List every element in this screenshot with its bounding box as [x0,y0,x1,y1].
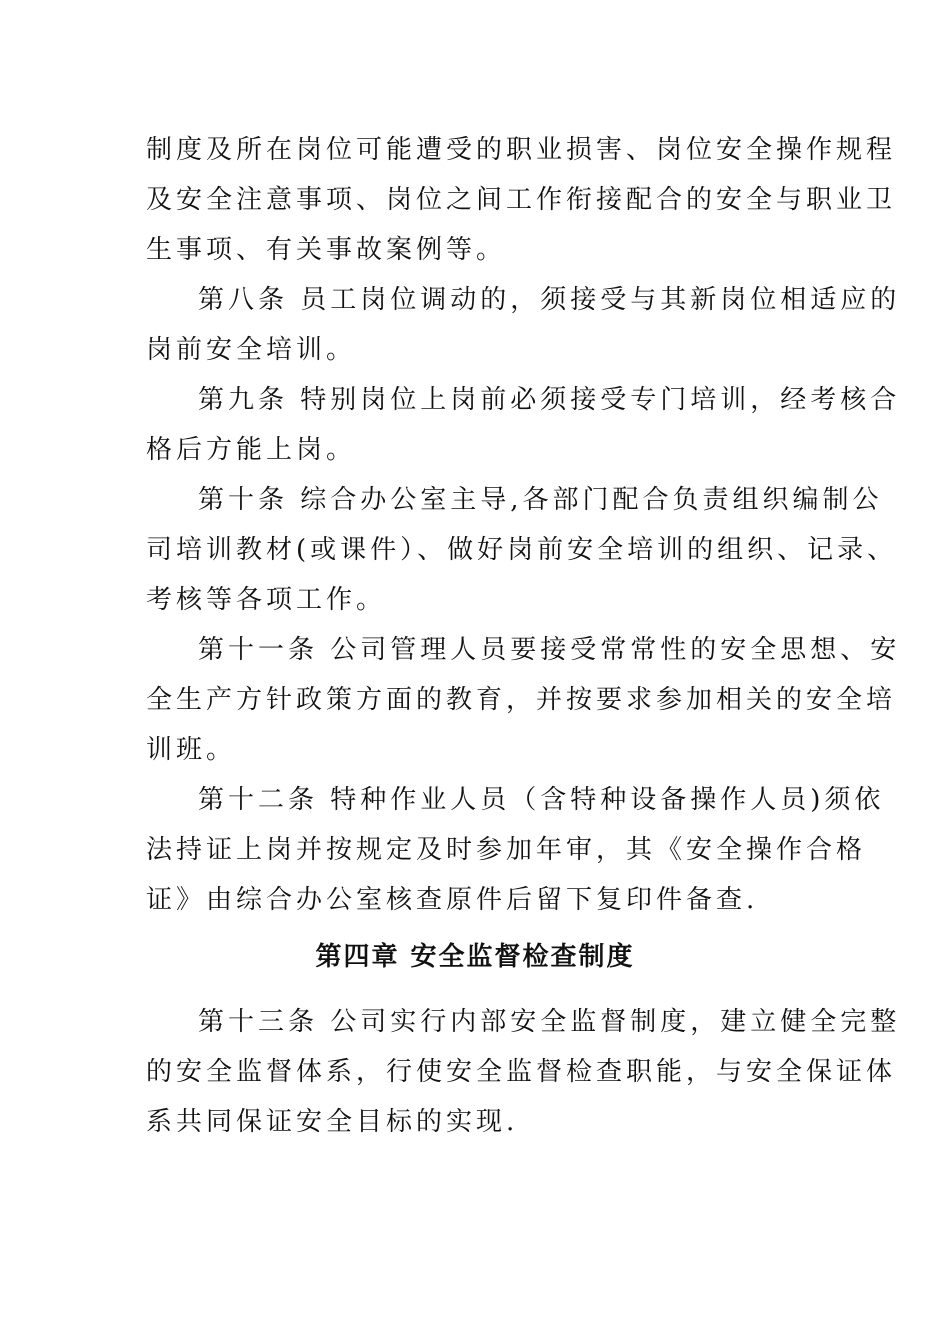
chapter-heading: 第四章 安全监督检查制度 [315,942,635,972]
article-8-line: 岗前安全培训。 [146,335,357,365]
article-9-line: 第九条 特别岗位上岗前必须接受专门培训，经考核合 [198,385,901,415]
article-12-line: 证》由综合办公室核查原件后留下复印件备查. [146,885,759,915]
article-13-line: 系共同保证安全目标的实现. [146,1107,519,1137]
article-10-line: 司培训教材(或课件）、做好岗前安全培训的组织、记录、 [146,535,898,565]
article-8-line: 第八条 员工岗位调动的，须接受与其新岗位相适应的 [198,285,901,315]
article-11-line: 全生产方针政策方面的教育，并按要求参加相关的安全培 [146,685,897,715]
article-10-line: 考核等各项工作。 [146,585,387,615]
paragraph-line: 及安全注意事项、岗位之间工作衔接配合的安全与职业卫 [146,185,897,215]
article-12-line: 第十二条 特种作业人员（含特种设备操作人员)须依 [198,785,885,815]
paragraph-line: 生事项、有关事故案例等。 [146,235,507,265]
article-10-line: 第十条 综合办公室主导,各部门配合负责组织编制公 [198,485,883,515]
article-9-line: 格后方能上岗。 [146,435,357,465]
article-11-line: 训班。 [146,735,237,765]
article-11-line: 第十一条 公司管理人员要接受常常性的安全思想、安 [198,635,901,665]
article-13-line: 第十三条 公司实行内部安全监督制度，建立健全完整 [198,1007,901,1037]
article-13-line: 的安全监督体系，行使安全监督检查职能，与安全保证体 [146,1057,897,1087]
article-12-line: 法持证上岗并按规定及时参加年审，其《安全操作合格 [146,835,867,865]
paragraph-line: 制度及所在岗位可能遭受的职业损害、岗位安全操作规程 [146,135,897,165]
